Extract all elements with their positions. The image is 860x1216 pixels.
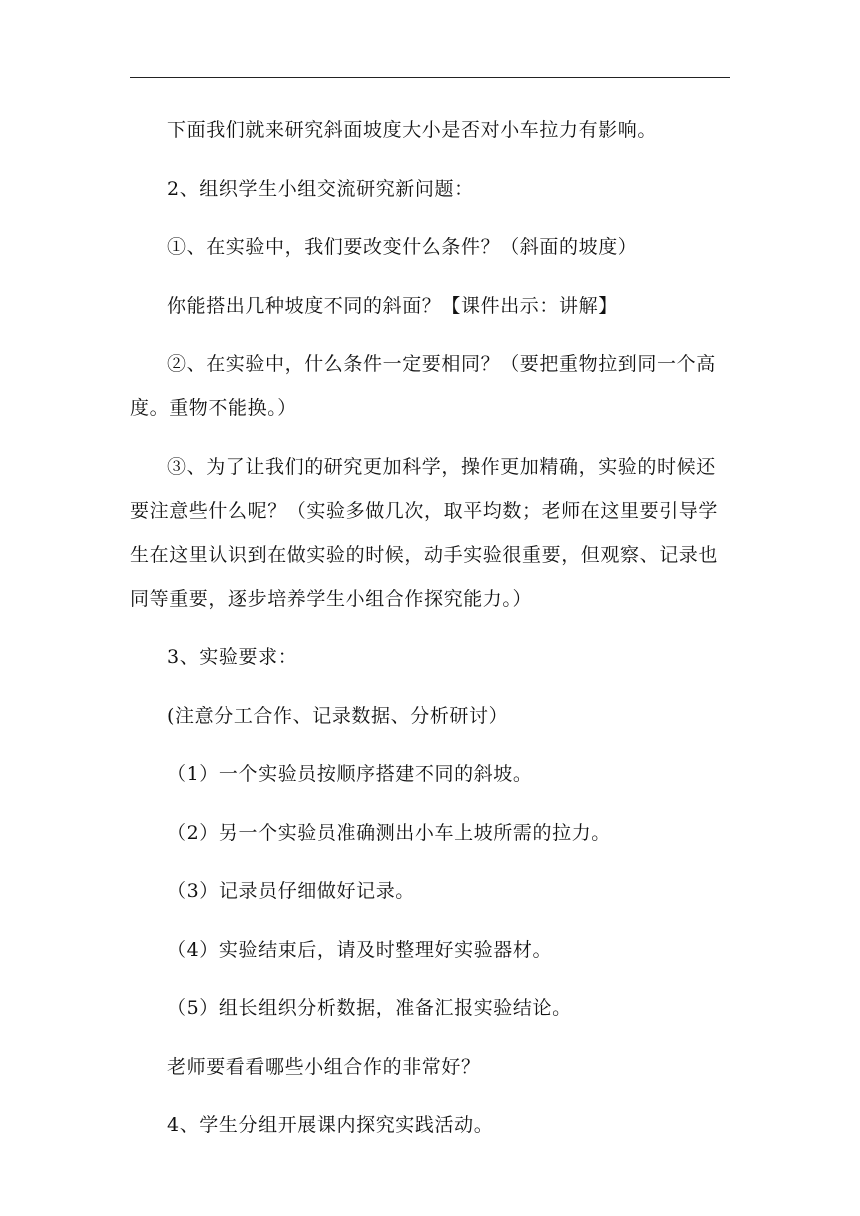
paragraph-note: (注意分工合作、记录数据、分析研讨） <box>167 704 509 727</box>
paragraph-question-3: ③、为了让我们的研究更加科学，操作更加精确，实验的时候还要注意些什么呢？（实验多做几次，取平均数；老师在这里要引导学生在这里认识到在做实验的时候，动手实验很重要，但观察、记录也同等重要，逐步培养学生小组合作探究能力。） <box>130 455 719 610</box>
header-rule <box>130 77 730 78</box>
paragraph-requirement-2: （2）另一个实验员准确测出小车上坡所需的拉力。 <box>167 821 611 844</box>
paragraph-requirement-5: （5）组长组织分析数据，准备汇报实验结论。 <box>167 997 572 1019</box>
paragraph-requirement-1: （1）一个实验员按顺序搭建不同的斜坡。 <box>167 763 533 785</box>
document-body <box>130 108 735 1162</box>
paragraph-intro: 下面我们就来研究斜面坡度大小是否对小车拉力有影响。 <box>167 119 658 141</box>
paragraph-step-4: 4、学生分组开展课内探究实践活动。 <box>167 1114 494 1136</box>
paragraph-question-2: ②、在实验中，什么条件一定要相同？（要把重物拉到同一个高度。重物不能换。） <box>130 353 716 419</box>
paragraph-requirement-3: （3）记录员仔细做好记录。 <box>167 880 415 902</box>
paragraph-requirement-4: （4）实验结束后，请及时整理好实验器材。 <box>167 938 553 961</box>
paragraph-step-2: 2、组织学生小组交流研究新问题： <box>167 177 474 200</box>
paragraph-question-1: ①、在实验中，我们要改变什么条件？（斜面的坡度） <box>167 236 638 258</box>
paragraph-step-3: 3、实验要求： <box>167 646 298 668</box>
paragraph-teacher-note: 老师要看看哪些小组合作的非常好？ <box>167 1055 481 1078</box>
paragraph-slope-question: 你能搭出几种坡度不同的斜面？【课件出示：讲解】 <box>167 294 618 317</box>
